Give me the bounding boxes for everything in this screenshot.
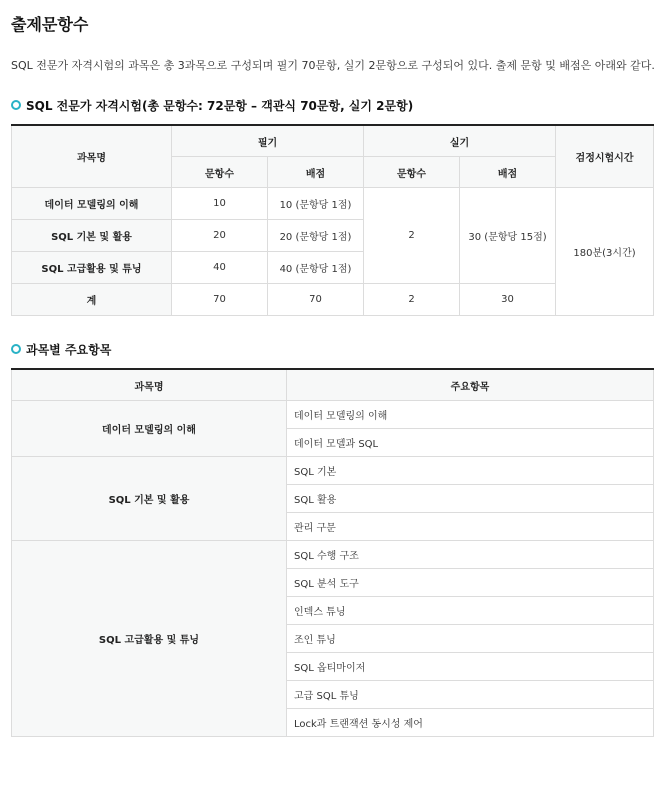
section1-heading xyxy=(11,96,660,114)
table-row xyxy=(12,541,654,569)
item-cell: 데이터 모델과 SQL xyxy=(287,429,654,457)
intro-text: SQL 전문가 자격시험의 과목은 총 3과목으로 구성되며 필기 70문항, 실기 2문항으로 구성되어 있다. 출제 문항 및 배점은 아래와 같다. xyxy=(11,59,655,72)
header-subject: 과목명 xyxy=(12,125,172,188)
row-score: 40 (문항당 1점) xyxy=(268,252,364,284)
total-score: 70 xyxy=(268,284,364,316)
circle-bullet-icon xyxy=(11,100,21,110)
table-row xyxy=(12,457,654,485)
section2-title: 과목별 주요항목 xyxy=(26,342,112,357)
header-written: 필기 xyxy=(172,125,364,157)
row-count: 40 xyxy=(172,252,268,284)
section1-title: SQL 전문가 자격시험(총 문항수: 72문항 – 객관식 70문항, 실기 2문항) xyxy=(26,98,414,113)
group-subject: 데이터 모델링의 이해 xyxy=(12,401,287,457)
header-items: 주요항목 xyxy=(287,369,654,401)
row-score: 20 (문항당 1점) xyxy=(268,220,364,252)
item-cell: 데이터 모델링의 이해 xyxy=(287,401,654,429)
row-subject: SQL 기본 및 활용 xyxy=(12,220,172,252)
item-cell: SQL 옵티마이저 xyxy=(287,653,654,681)
header-written-count: 문항수 xyxy=(172,157,268,188)
practical-count-cell: 2 xyxy=(364,188,460,284)
total-count: 70 xyxy=(172,284,268,316)
header-time: 검정시험시간 xyxy=(556,125,654,188)
item-cell: 인덱스 튜닝 xyxy=(287,597,654,625)
header-practical-score: 배점 xyxy=(460,157,556,188)
header-practical: 실기 xyxy=(364,125,556,157)
item-cell: SQL 기본 xyxy=(287,457,654,485)
group-subject: SQL 기본 및 활용 xyxy=(12,457,287,541)
total-practical-score: 30 xyxy=(460,284,556,316)
item-cell: SQL 분석 도구 xyxy=(287,569,654,597)
total-practical-count: 2 xyxy=(364,284,460,316)
question-count-table xyxy=(11,124,654,316)
row-count: 10 xyxy=(172,188,268,220)
practical-score-cell: 30 (문항당 15점) xyxy=(460,188,556,284)
item-cell: 관리 구문 xyxy=(287,513,654,541)
row-score: 10 (문항당 1점) xyxy=(268,188,364,220)
section2-heading xyxy=(11,340,660,358)
row-subject: 데이터 모델링의 이해 xyxy=(12,188,172,220)
item-cell: 고급 SQL 튜닝 xyxy=(287,681,654,709)
total-label: 계 xyxy=(12,284,172,316)
item-cell: 조인 튜닝 xyxy=(287,625,654,653)
item-cell: Lock과 트랜잭션 동시성 제어 xyxy=(287,709,654,737)
header-subject: 과목명 xyxy=(12,369,287,401)
table-row xyxy=(12,188,654,220)
table-row xyxy=(12,401,654,429)
header-practical-count: 문항수 xyxy=(364,157,460,188)
group-subject: SQL 고급활용 및 튜닝 xyxy=(12,541,287,737)
item-cell: SQL 수행 구조 xyxy=(287,541,654,569)
row-subject: SQL 고급활용 및 튜닝 xyxy=(12,252,172,284)
header-written-score: 배점 xyxy=(268,157,364,188)
circle-bullet-icon xyxy=(11,344,21,354)
exam-time-cell: 180분(3시간) xyxy=(556,188,654,316)
page-title: 출제문항수 xyxy=(11,15,89,34)
item-cell: SQL 활용 xyxy=(287,485,654,513)
row-count: 20 xyxy=(172,220,268,252)
subject-items-table xyxy=(11,368,654,737)
